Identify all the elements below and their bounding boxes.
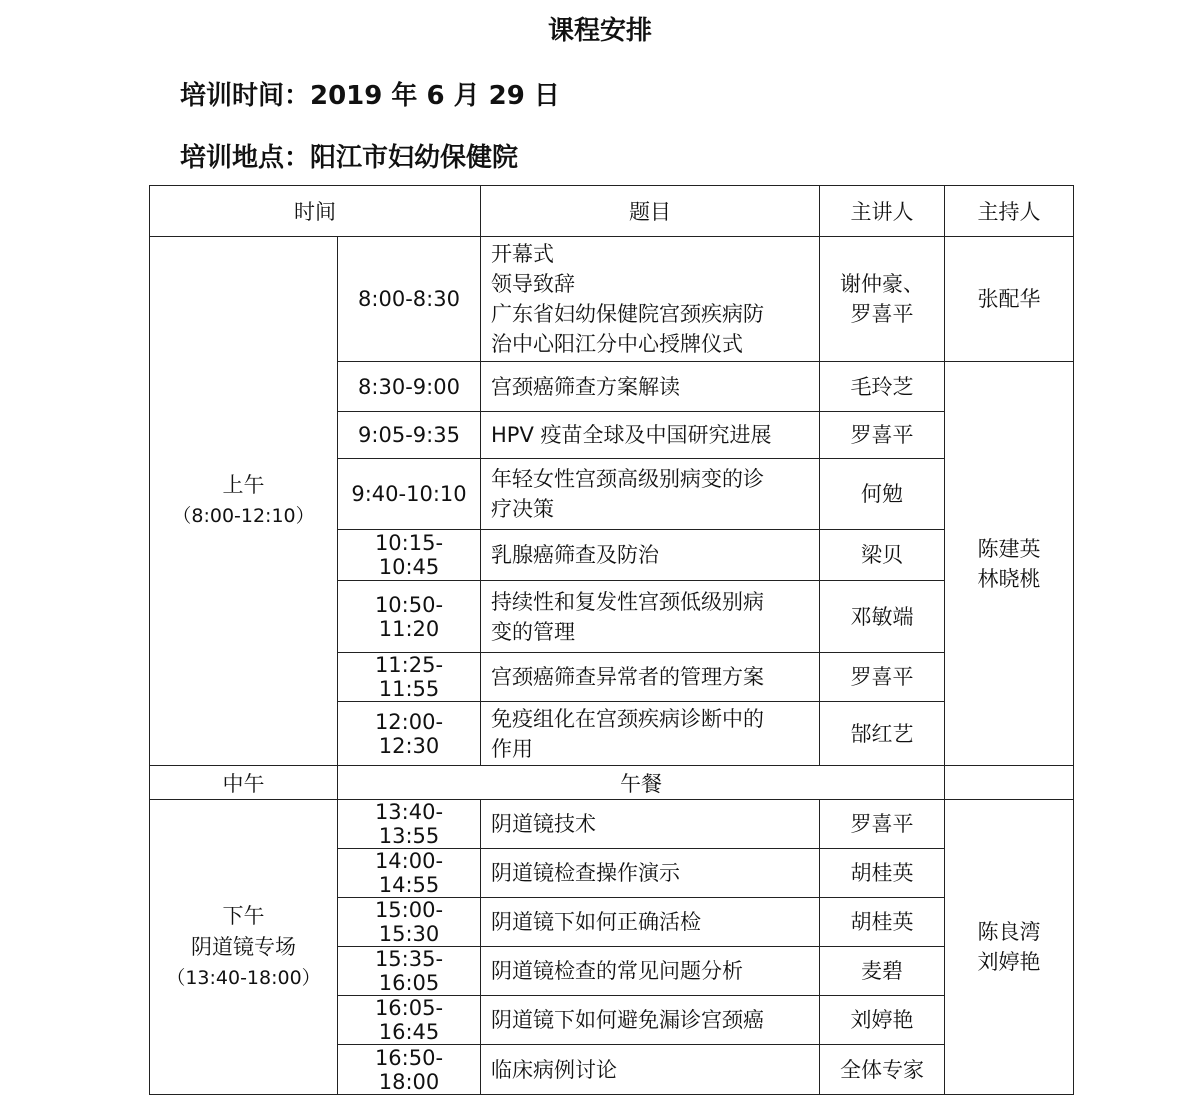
session-speaker — [820, 849, 945, 898]
topic-line: 变的管理 — [491, 619, 575, 644]
session-speaker — [820, 412, 945, 459]
topic-line: HPV 疫苗全球及中国研究进展 — [491, 423, 772, 447]
host-line: 陈建英 — [977, 536, 1041, 561]
speaker-line: 罗喜平 — [850, 423, 914, 447]
topic-line: 领导致辞 — [491, 272, 575, 296]
topic-line: 阴道镜下如何正确活检 — [491, 910, 701, 934]
speaker-line: 罗喜平 — [850, 665, 914, 689]
session-time: 11:25-11:55 — [338, 653, 481, 702]
topic-line: 开幕式 — [491, 242, 554, 266]
morning-label: 上午 — [222, 473, 265, 497]
topic-line: 宫颈癌筛查方案解读 — [491, 374, 680, 399]
session-topic — [481, 898, 820, 947]
session-topic — [481, 362, 820, 412]
topic-line: 疗决策 — [491, 497, 554, 521]
session-speaker — [820, 362, 945, 412]
speaker-line: 何勉 — [861, 482, 903, 506]
speaker-line: 谢仲豪、 — [840, 272, 924, 296]
schedule-table — [149, 185, 1074, 1095]
session-topic — [481, 653, 820, 702]
topic-line: 治中心阳江分中心授牌仪式 — [491, 332, 743, 356]
topic-line: 临床病例讨论 — [491, 1057, 617, 1082]
session-topic — [481, 702, 820, 766]
topic-line: 广东省妇幼保健院宫颈疾病防 — [491, 302, 764, 326]
session-topic — [481, 849, 820, 898]
session-time: 10:50-11:20 — [338, 581, 481, 653]
session-time: 8:30-9:00 — [338, 362, 481, 412]
topic-line: 乳腺癌筛查及防治 — [491, 543, 659, 567]
speaker-line: 梁贝 — [861, 543, 903, 567]
session-speaker — [820, 459, 945, 530]
training-place: 培训地点：阳江市妇幼保健院 — [180, 143, 519, 173]
afternoon-sub: 阴道镜专场 — [191, 934, 296, 959]
header-speaker: 主讲人 — [820, 186, 945, 237]
host-line: 陈良湾 — [977, 920, 1041, 944]
session-topic — [481, 800, 820, 849]
session-speaker — [820, 702, 945, 766]
session-time: 12:00-12:30 — [338, 702, 481, 766]
session-speaker — [820, 530, 945, 581]
lunch-cell: 午餐 — [338, 766, 945, 800]
topic-line: 宫颈癌筛查异常者的管理方案 — [491, 665, 764, 689]
speaker-line: 罗喜平 — [850, 812, 914, 836]
morning-period-cell — [150, 237, 338, 766]
session-speaker — [820, 800, 945, 849]
session-speaker — [820, 898, 945, 947]
afternoon-label: 下午 — [222, 903, 265, 928]
speaker-line: 胡桂英 — [850, 861, 914, 885]
session-topic — [481, 947, 820, 996]
session-speaker — [820, 581, 945, 653]
host-opening: 张配华 — [945, 237, 1074, 362]
speaker-line: 邓敏端 — [850, 604, 914, 629]
afternoon-range: （13:40-18:00） — [166, 966, 321, 989]
speaker-line: 全体专家 — [840, 1057, 924, 1082]
speaker-line: 郜红艺 — [850, 721, 914, 746]
speaker-line: 麦碧 — [861, 959, 903, 983]
table-header-row — [150, 186, 1074, 237]
noon-label: 中午 — [150, 766, 338, 800]
noon-row — [150, 766, 1074, 800]
session-speaker — [820, 996, 945, 1045]
topic-line: 阴道镜技术 — [491, 812, 596, 836]
table-row — [150, 237, 1074, 362]
noon-host-empty — [945, 766, 1074, 800]
header-topic: 题目 — [481, 186, 820, 237]
session-topic — [481, 412, 820, 459]
speaker-line: 胡桂英 — [850, 910, 914, 934]
session-time: 15:35-16:05 — [338, 947, 481, 996]
topic-line: 阴道镜下如何避免漏诊宫颈癌 — [491, 1008, 764, 1032]
host-morning — [945, 362, 1074, 766]
host-line: 刘婷艳 — [977, 950, 1041, 974]
session-speaker — [820, 1045, 945, 1095]
session-speaker — [820, 653, 945, 702]
header-time: 时间 — [150, 186, 481, 237]
session-topic — [481, 237, 820, 362]
morning-range: （8:00-12:10） — [172, 505, 315, 527]
header-host: 主持人 — [945, 186, 1074, 237]
session-time: 15:00-15:30 — [338, 898, 481, 947]
session-time: 14:00-14:55 — [338, 849, 481, 898]
topic-line: 持续性和复发性宫颈低级别病 — [491, 589, 764, 614]
speaker-line: 刘婷艳 — [850, 1008, 914, 1032]
host-line: 林晓桃 — [977, 566, 1041, 591]
session-time: 9:40-10:10 — [338, 459, 481, 530]
session-speaker — [820, 947, 945, 996]
topic-line: 年轻女性宫颈高级别病变的诊 — [491, 467, 764, 491]
session-time: 16:05-16:45 — [338, 996, 481, 1045]
page-title: 课程安排 — [547, 16, 652, 46]
session-time: 16:50-18:00 — [338, 1045, 481, 1095]
session-time: 8:00-8:30 — [338, 237, 481, 362]
host-afternoon — [945, 800, 1074, 1095]
speaker-line: 罗喜平 — [850, 302, 914, 326]
afternoon-period-cell — [150, 800, 338, 1095]
topic-line: 作用 — [491, 736, 533, 761]
topic-line: 免疫组化在宫颈疾病诊断中的 — [491, 706, 764, 731]
session-topic — [481, 581, 820, 653]
session-time: 9:05-9:35 — [338, 412, 481, 459]
session-topic — [481, 459, 820, 530]
session-time: 10:15-10:45 — [338, 530, 481, 581]
session-topic — [481, 1045, 820, 1095]
session-speaker — [820, 237, 945, 362]
training-time: 培训时间：2019 年 6 月 29 日 — [180, 81, 560, 111]
topic-line: 阴道镜检查操作演示 — [491, 861, 680, 885]
table-row — [150, 800, 1074, 849]
session-topic — [481, 530, 820, 581]
session-topic — [481, 996, 820, 1045]
topic-line: 阴道镜检查的常见问题分析 — [491, 959, 743, 983]
session-time: 13:40-13:55 — [338, 800, 481, 849]
speaker-line: 毛玲芝 — [850, 374, 914, 399]
